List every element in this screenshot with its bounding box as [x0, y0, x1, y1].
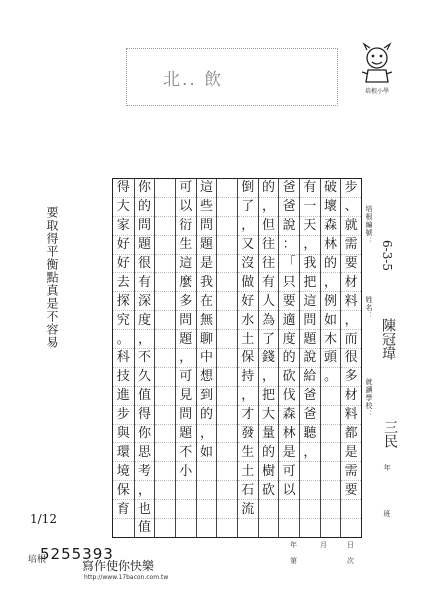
grid-cell: 要 — [341, 481, 361, 500]
grid-cell — [279, 500, 299, 519]
grid-cell: 科 — [113, 349, 134, 368]
grid-cell — [197, 500, 217, 519]
grid-cell: 都 — [341, 425, 361, 444]
grid-cell: 中 — [197, 349, 217, 368]
grid-cell: 說 — [279, 217, 299, 236]
class-label: 班 — [383, 510, 391, 518]
grid-cell — [321, 519, 341, 537]
grid-cell: 往 — [259, 255, 279, 274]
grid-cell — [155, 198, 175, 217]
grid-cell — [321, 406, 341, 425]
grid-cell — [176, 500, 196, 519]
grid-cell: 很 — [341, 349, 361, 368]
grid-cell: 但 — [259, 217, 279, 236]
grid-cell: ， — [300, 443, 320, 462]
grid-cell: 環 — [113, 443, 134, 462]
grid-cell: 衍 — [176, 217, 196, 236]
grid-cell: 生 — [238, 443, 258, 462]
grid-cell — [197, 462, 217, 481]
grid-cell: 大 — [113, 198, 134, 217]
grid-cell: 的 — [279, 349, 299, 368]
grid-cell: 流 — [238, 500, 258, 519]
grid-cell — [197, 519, 217, 537]
grid-cell: ： — [279, 236, 299, 255]
grid-cell — [217, 349, 237, 368]
grid-cell: 些 — [197, 198, 217, 217]
grid-cell: 石 — [238, 481, 258, 500]
grid-cell: 的 — [259, 443, 279, 462]
grid-cell — [197, 481, 217, 500]
grid-cell — [279, 519, 299, 537]
grid-cell: 這 — [300, 292, 320, 311]
grid-cell: 值 — [135, 387, 155, 406]
grid-cell: 又 — [238, 236, 258, 255]
grid-column — [175, 179, 196, 537]
grid-cell: 步 — [113, 406, 134, 425]
grid-cell: 爸 — [300, 387, 320, 406]
grid-cell — [217, 387, 237, 406]
grid-cell: ， — [300, 236, 320, 255]
footer-url: http://www.17bacon.com.tw — [84, 574, 169, 581]
grid-cell: 探 — [113, 292, 134, 311]
grid-cell: 爸 — [300, 406, 320, 425]
grid-cell: 聽 — [300, 425, 320, 444]
grid-cell — [300, 500, 320, 519]
grid-cell: 要 — [279, 292, 299, 311]
grid-cell: 林 — [321, 236, 341, 255]
grid-cell: 砍 — [259, 481, 279, 500]
grid-cell: ， — [176, 349, 196, 368]
grid-cell — [217, 179, 237, 198]
grid-column — [134, 179, 155, 537]
student-name: 陳冠瑋 — [380, 318, 396, 360]
grid-cell: 森 — [321, 217, 341, 236]
name-label: 姓名： — [365, 296, 373, 320]
grid-cell: 量 — [259, 425, 279, 444]
grid-cell — [155, 443, 175, 462]
grid-cell: 題 — [176, 330, 196, 349]
grid-cell: 得 — [113, 179, 134, 198]
grid-column — [299, 179, 320, 537]
grid-cell — [155, 368, 175, 387]
grid-cell — [217, 481, 237, 500]
grid-cell — [155, 462, 175, 481]
grid-cell: 的 — [259, 179, 279, 198]
logo-caption: 培根小學 — [364, 88, 389, 95]
grid-cell — [217, 443, 237, 462]
day-label: 日 — [347, 541, 354, 549]
grid-cell: 生 — [176, 236, 196, 255]
school-label: 就讀學校： — [365, 378, 373, 418]
teacher-comment: 要取得平衡點真是不容易 — [45, 206, 59, 349]
grid-cell: 深 — [135, 292, 155, 311]
grid-column — [258, 179, 279, 537]
grid-cell: 技 — [113, 368, 134, 387]
grid-cell: 料 — [341, 292, 361, 311]
grid-cell: 發 — [238, 425, 258, 444]
corner-mark: 1/12 — [30, 512, 57, 526]
grid-cell: 步 — [341, 179, 361, 198]
grid-cell — [155, 349, 175, 368]
grid-cell: 沒 — [238, 255, 258, 274]
grid-cell: 想 — [197, 368, 217, 387]
grid-cell: 。 — [113, 330, 134, 349]
grid-cell — [300, 462, 320, 481]
grid-cell: 我 — [197, 273, 217, 292]
school-logo — [354, 40, 400, 98]
grid-cell — [321, 387, 341, 406]
grid-cell: 考 — [135, 462, 155, 481]
grid-cell — [155, 500, 175, 519]
grid-cell: 往 — [259, 236, 279, 255]
grid-cell: 的 — [321, 255, 341, 274]
grid-cell: 了 — [238, 198, 258, 217]
grid-cell: ， — [321, 273, 341, 292]
grid-cell: 你 — [135, 425, 155, 444]
grid-cell — [217, 519, 237, 537]
grid-cell: 壞 — [321, 198, 341, 217]
grid-cell: 伐 — [279, 387, 299, 406]
grid-cell: 值 — [137, 520, 151, 536]
grid-cell: 人 — [259, 292, 279, 311]
grid-cell: 爸 — [279, 198, 299, 217]
grid-cell — [341, 500, 361, 519]
grid-cell: 與 — [113, 425, 134, 444]
grid-cell: ， — [259, 198, 279, 217]
top-title: 北.. 飲 — [163, 70, 224, 90]
grid-cell: 需 — [341, 236, 361, 255]
grid-cell: 水 — [238, 311, 258, 330]
grid-column — [196, 179, 217, 537]
grid-cell: 土 — [238, 330, 258, 349]
grid-cell — [155, 273, 175, 292]
grid-cell: 無 — [197, 311, 217, 330]
grid-column — [278, 179, 299, 537]
grid-cell: 了 — [259, 330, 279, 349]
grid-cell: 有 — [259, 273, 279, 292]
grid-cell — [259, 500, 279, 519]
grid-cell — [300, 481, 320, 500]
grid-cell: 家 — [113, 217, 134, 236]
grid-cell: 砍 — [279, 368, 299, 387]
grid-cell: 的 — [197, 406, 217, 425]
grid-cell: 需 — [341, 462, 361, 481]
grid-cell: ， — [341, 311, 361, 330]
grid-column — [113, 179, 134, 537]
grid-cell: 問 — [176, 406, 196, 425]
grid-cell: 聊 — [197, 330, 217, 349]
grid-cell: ， — [135, 330, 155, 349]
grid-cell: 的 — [135, 198, 155, 217]
grid-cell: 到 — [197, 387, 217, 406]
grid-cell: 境 — [113, 462, 134, 481]
grid-cell — [155, 236, 175, 255]
grid-cell: 問 — [197, 217, 217, 236]
grid-cell: 問 — [135, 217, 155, 236]
grid-cell: 要 — [341, 255, 361, 274]
grid-cell — [217, 406, 237, 425]
grid-cell: 為 — [259, 311, 279, 330]
grid-cell: 是 — [341, 443, 361, 462]
grid-cell: 很 — [135, 255, 155, 274]
grid-cell: 保 — [113, 481, 134, 500]
grid-cell: 得 — [135, 406, 155, 425]
grid-cell: 適 — [279, 311, 299, 330]
grid-cell — [155, 481, 175, 500]
grid-cell — [155, 387, 175, 406]
grid-cell: 是 — [197, 255, 217, 274]
grid-cell: 度 — [279, 330, 299, 349]
grid-cell: 好 — [113, 236, 134, 255]
grid-cell: 在 — [197, 292, 217, 311]
grid-cell: ， — [238, 217, 258, 236]
grid-cell: 而 — [341, 330, 361, 349]
grid-cell: 材 — [341, 273, 361, 292]
grid-cell: 見 — [176, 387, 196, 406]
grid-cell: 這 — [176, 255, 196, 274]
grid-cell — [155, 255, 175, 274]
writing-grid — [112, 178, 362, 538]
grid-cell — [155, 519, 175, 537]
grid-cell: 是 — [279, 443, 299, 462]
grid-cell — [217, 255, 237, 274]
grid-cell: 材 — [341, 387, 361, 406]
grid-cell: 例 — [321, 292, 341, 311]
grid-cell: 做 — [238, 273, 258, 292]
grid-cell: 才 — [238, 406, 258, 425]
grid-cell — [321, 481, 341, 500]
grid-cell — [217, 311, 237, 330]
grid-cell: 如 — [321, 311, 341, 330]
grid-cell: 進 — [113, 387, 134, 406]
grid-cell: 不 — [135, 349, 155, 368]
grid-cell — [321, 425, 341, 444]
grid-column — [320, 179, 341, 537]
grid-cell — [341, 519, 361, 537]
grid-cell — [217, 462, 237, 481]
grid-column — [154, 179, 175, 537]
grid-cell: 問 — [176, 311, 196, 330]
grid-cell: 不 — [176, 443, 196, 462]
grid-cell: 可 — [176, 179, 196, 198]
page-label: 第 — [290, 557, 297, 565]
grid-cell: ， — [197, 425, 217, 444]
grid-column — [237, 179, 258, 537]
grid-cell: ， — [238, 387, 258, 406]
grid-cell: 多 — [176, 292, 196, 311]
grid-cell: 只 — [279, 273, 299, 292]
grid-cell — [113, 519, 134, 537]
grid-cell: 。 — [321, 368, 341, 387]
year-label: 年 — [290, 541, 297, 549]
grid-cell: 林 — [279, 425, 299, 444]
footer-brand: 培根 — [28, 555, 47, 565]
grid-cell: 久 — [135, 368, 155, 387]
school-no-label: 培根編號： — [365, 205, 373, 245]
grid-cell: 究 — [113, 311, 134, 330]
grid-cell: 破 — [321, 179, 341, 198]
grid-cell — [155, 425, 175, 444]
grid-cell: 以 — [176, 198, 196, 217]
grid-cell: 問 — [300, 311, 320, 330]
grid-cell: 也 — [135, 500, 155, 519]
grid-cell — [155, 217, 175, 236]
grid-cell: 倒 — [238, 179, 258, 198]
grid-cell — [155, 330, 175, 349]
grid-cell — [217, 236, 237, 255]
grid-cell: 料 — [341, 406, 361, 425]
grid-column — [216, 179, 237, 537]
footer-tagline: 寫作使你快樂 — [82, 559, 155, 573]
grid-cell — [259, 519, 279, 537]
grid-cell — [217, 273, 237, 292]
grid-cell: 頭 — [321, 349, 341, 368]
mascot-logo-icon — [354, 40, 400, 86]
grade-label: 年 — [383, 464, 391, 472]
grid-cell: 多 — [341, 368, 361, 387]
grid-cell — [217, 198, 237, 217]
grid-cell: 麼 — [176, 273, 196, 292]
grid-cell: 給 — [300, 368, 320, 387]
grid-cell: 育 — [113, 500, 134, 519]
grid-cell — [155, 406, 175, 425]
grid-cell — [217, 330, 237, 349]
grid-cell: 就 — [341, 217, 361, 236]
grid-cell — [217, 425, 237, 444]
footer-code: 5255393 — [40, 545, 114, 563]
grid-cell: 可 — [176, 368, 196, 387]
grid-cell: 把 — [300, 273, 320, 292]
grid-cell: 土 — [238, 462, 258, 481]
grid-cell: 有 — [135, 273, 155, 292]
grid-cell: 小 — [176, 462, 196, 481]
grid-cell: 去 — [113, 273, 134, 292]
grid-cell: 一 — [300, 198, 320, 217]
grid-cell — [217, 500, 237, 519]
grid-cell: 把 — [259, 387, 279, 406]
grid-cell: 保 — [238, 349, 258, 368]
grid-cell — [321, 500, 341, 519]
grid-cell — [321, 443, 341, 462]
count-label: 次 — [347, 557, 354, 565]
grid-cell — [155, 311, 175, 330]
grid-cell: 思 — [135, 443, 155, 462]
grid-cell — [176, 481, 196, 500]
grid-cell — [217, 217, 237, 236]
grid-cell — [321, 462, 341, 481]
grid-cell — [217, 292, 237, 311]
grid-cell: 你 — [135, 179, 155, 198]
grid-cell: ， — [135, 481, 155, 500]
grid-cell: 好 — [238, 292, 258, 311]
grid-cell: 大 — [259, 406, 279, 425]
grid-cell: 好 — [113, 255, 134, 274]
grid-cell: 、 — [341, 198, 361, 217]
grid-cell: 這 — [197, 179, 217, 198]
grid-column — [340, 179, 361, 537]
grid-cell: 持 — [238, 368, 258, 387]
school-no-value: 6-3-5 — [380, 240, 394, 272]
grid-cell: 木 — [321, 330, 341, 349]
grid-cell — [238, 519, 258, 537]
grid-cell: 度 — [135, 311, 155, 330]
grid-cell: 題 — [176, 425, 196, 444]
grid-cell — [155, 179, 175, 198]
grid-cell: 森 — [279, 406, 299, 425]
grid-cell — [176, 519, 196, 537]
grid-cell — [155, 292, 175, 311]
top-title-frame — [126, 48, 338, 106]
grid-cell: ， — [259, 368, 279, 387]
grid-cell: 我 — [300, 255, 320, 274]
grid-cell: 「 — [279, 255, 299, 274]
grid-cell: 有 — [300, 179, 320, 198]
grid-cell: 以 — [279, 481, 299, 500]
grid-cell: 題 — [135, 236, 155, 255]
grid-cell: 樹 — [259, 462, 279, 481]
school-name: 三民 — [382, 420, 398, 448]
grid-cell — [300, 519, 320, 537]
grid-cell: 可 — [279, 462, 299, 481]
grid-cell: 題 — [300, 330, 320, 349]
grid-cell: 如 — [197, 443, 217, 462]
grid-cell: 爸 — [279, 179, 299, 198]
grid-cell: 天 — [300, 217, 320, 236]
grid-cell: 說 — [300, 349, 320, 368]
grid-cell: 題 — [197, 236, 217, 255]
month-label: 月 — [320, 541, 327, 549]
grid-cell — [217, 368, 237, 387]
grid-cell: 錢 — [259, 349, 279, 368]
